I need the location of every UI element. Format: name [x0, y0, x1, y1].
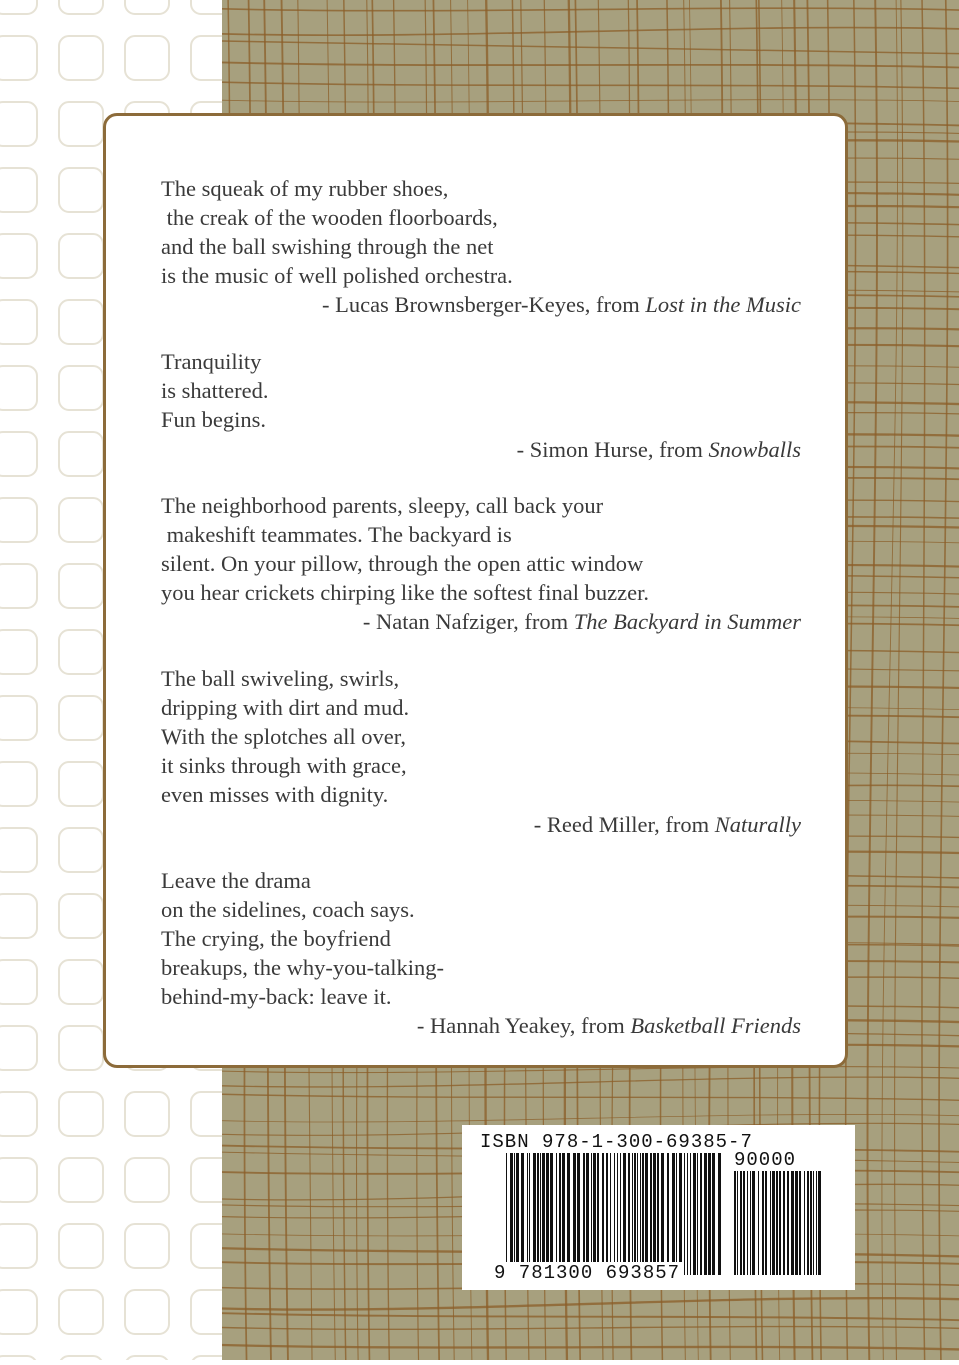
poem-line: With the splotches all over,: [161, 724, 407, 749]
poem-attribution: [161, 435, 801, 464]
poem-attribution: [161, 1011, 801, 1040]
poem-line: Tranquility: [161, 349, 262, 374]
poem-line: the creak of the wooden floorboards,: [161, 205, 498, 230]
price-code: 90000: [734, 1149, 797, 1171]
poem-attribution: [161, 607, 801, 636]
poem-line: Leave the drama: [161, 868, 311, 893]
poem-line: The ball swiveling, swirls,: [161, 666, 400, 691]
poem-attribution: [161, 290, 801, 319]
poem-line: you hear crickets chirping like the softest final buzzer.: [161, 580, 649, 605]
attribution-author: - Simon Hurse, from: [516, 437, 709, 462]
barcode-digits: 9 781300 693857: [494, 1262, 681, 1284]
poem-line: even misses with dignity.: [161, 782, 389, 807]
poem-line: The squeak of my rubber shoes,: [161, 176, 449, 201]
attribution-author: - Lucas Brownsberger-Keyes, from: [321, 292, 646, 317]
poem-line: it sinks through with grace,: [161, 753, 407, 778]
poem-attribution: [161, 810, 801, 839]
poem-line: silent. On your pillow, through the open attic window: [161, 551, 644, 576]
poem-line: The neighborhood parents, sleepy, call back your: [161, 493, 604, 518]
isbn-barcode: [462, 1125, 855, 1290]
poem-line: breakups, the why-you-talking-: [161, 955, 445, 980]
poem-line: Fun begins.: [161, 407, 267, 432]
attribution-author: - Natan Nafziger, from: [362, 609, 574, 634]
poem-excerpts-panel: [103, 113, 848, 1068]
attribution-author: - Hannah Yeakey, from: [416, 1013, 631, 1038]
barcode-bars: [506, 1153, 726, 1275]
poem-excerpt-4: [161, 664, 801, 839]
attribution-title: The Backyard in Summer: [573, 609, 801, 634]
poem-line: and the ball swishing through the net: [161, 234, 494, 259]
attribution-title: Basketball Friends: [630, 1013, 801, 1038]
poem-excerpt-5: [161, 866, 801, 1040]
addon-barcode-bars: [734, 1171, 822, 1275]
poem-line: The crying, the boyfriend: [161, 926, 391, 951]
poem-excerpt-1: [161, 174, 801, 319]
attribution-title: Naturally: [714, 812, 801, 837]
attribution-title: Lost in the Music: [645, 292, 801, 317]
poem-excerpt-2: [161, 347, 801, 464]
poem-line: makeshift teammates. The backyard is: [161, 522, 512, 547]
isbn-label: ISBN 978-1-300-69385-7: [480, 1131, 753, 1153]
attribution-author: - Reed Miller, from: [533, 812, 715, 837]
poem-excerpt-3: [161, 491, 801, 636]
attribution-title: Snowballs: [708, 437, 801, 462]
poem-line: on the sidelines, coach says.: [161, 897, 415, 922]
poem-line: is shattered.: [161, 378, 269, 403]
poem-line: is the music of well polished orchestra.: [161, 263, 513, 288]
poem-line: behind-my-back: leave it.: [161, 984, 392, 1009]
poem-line: dripping with dirt and mud.: [161, 695, 410, 720]
